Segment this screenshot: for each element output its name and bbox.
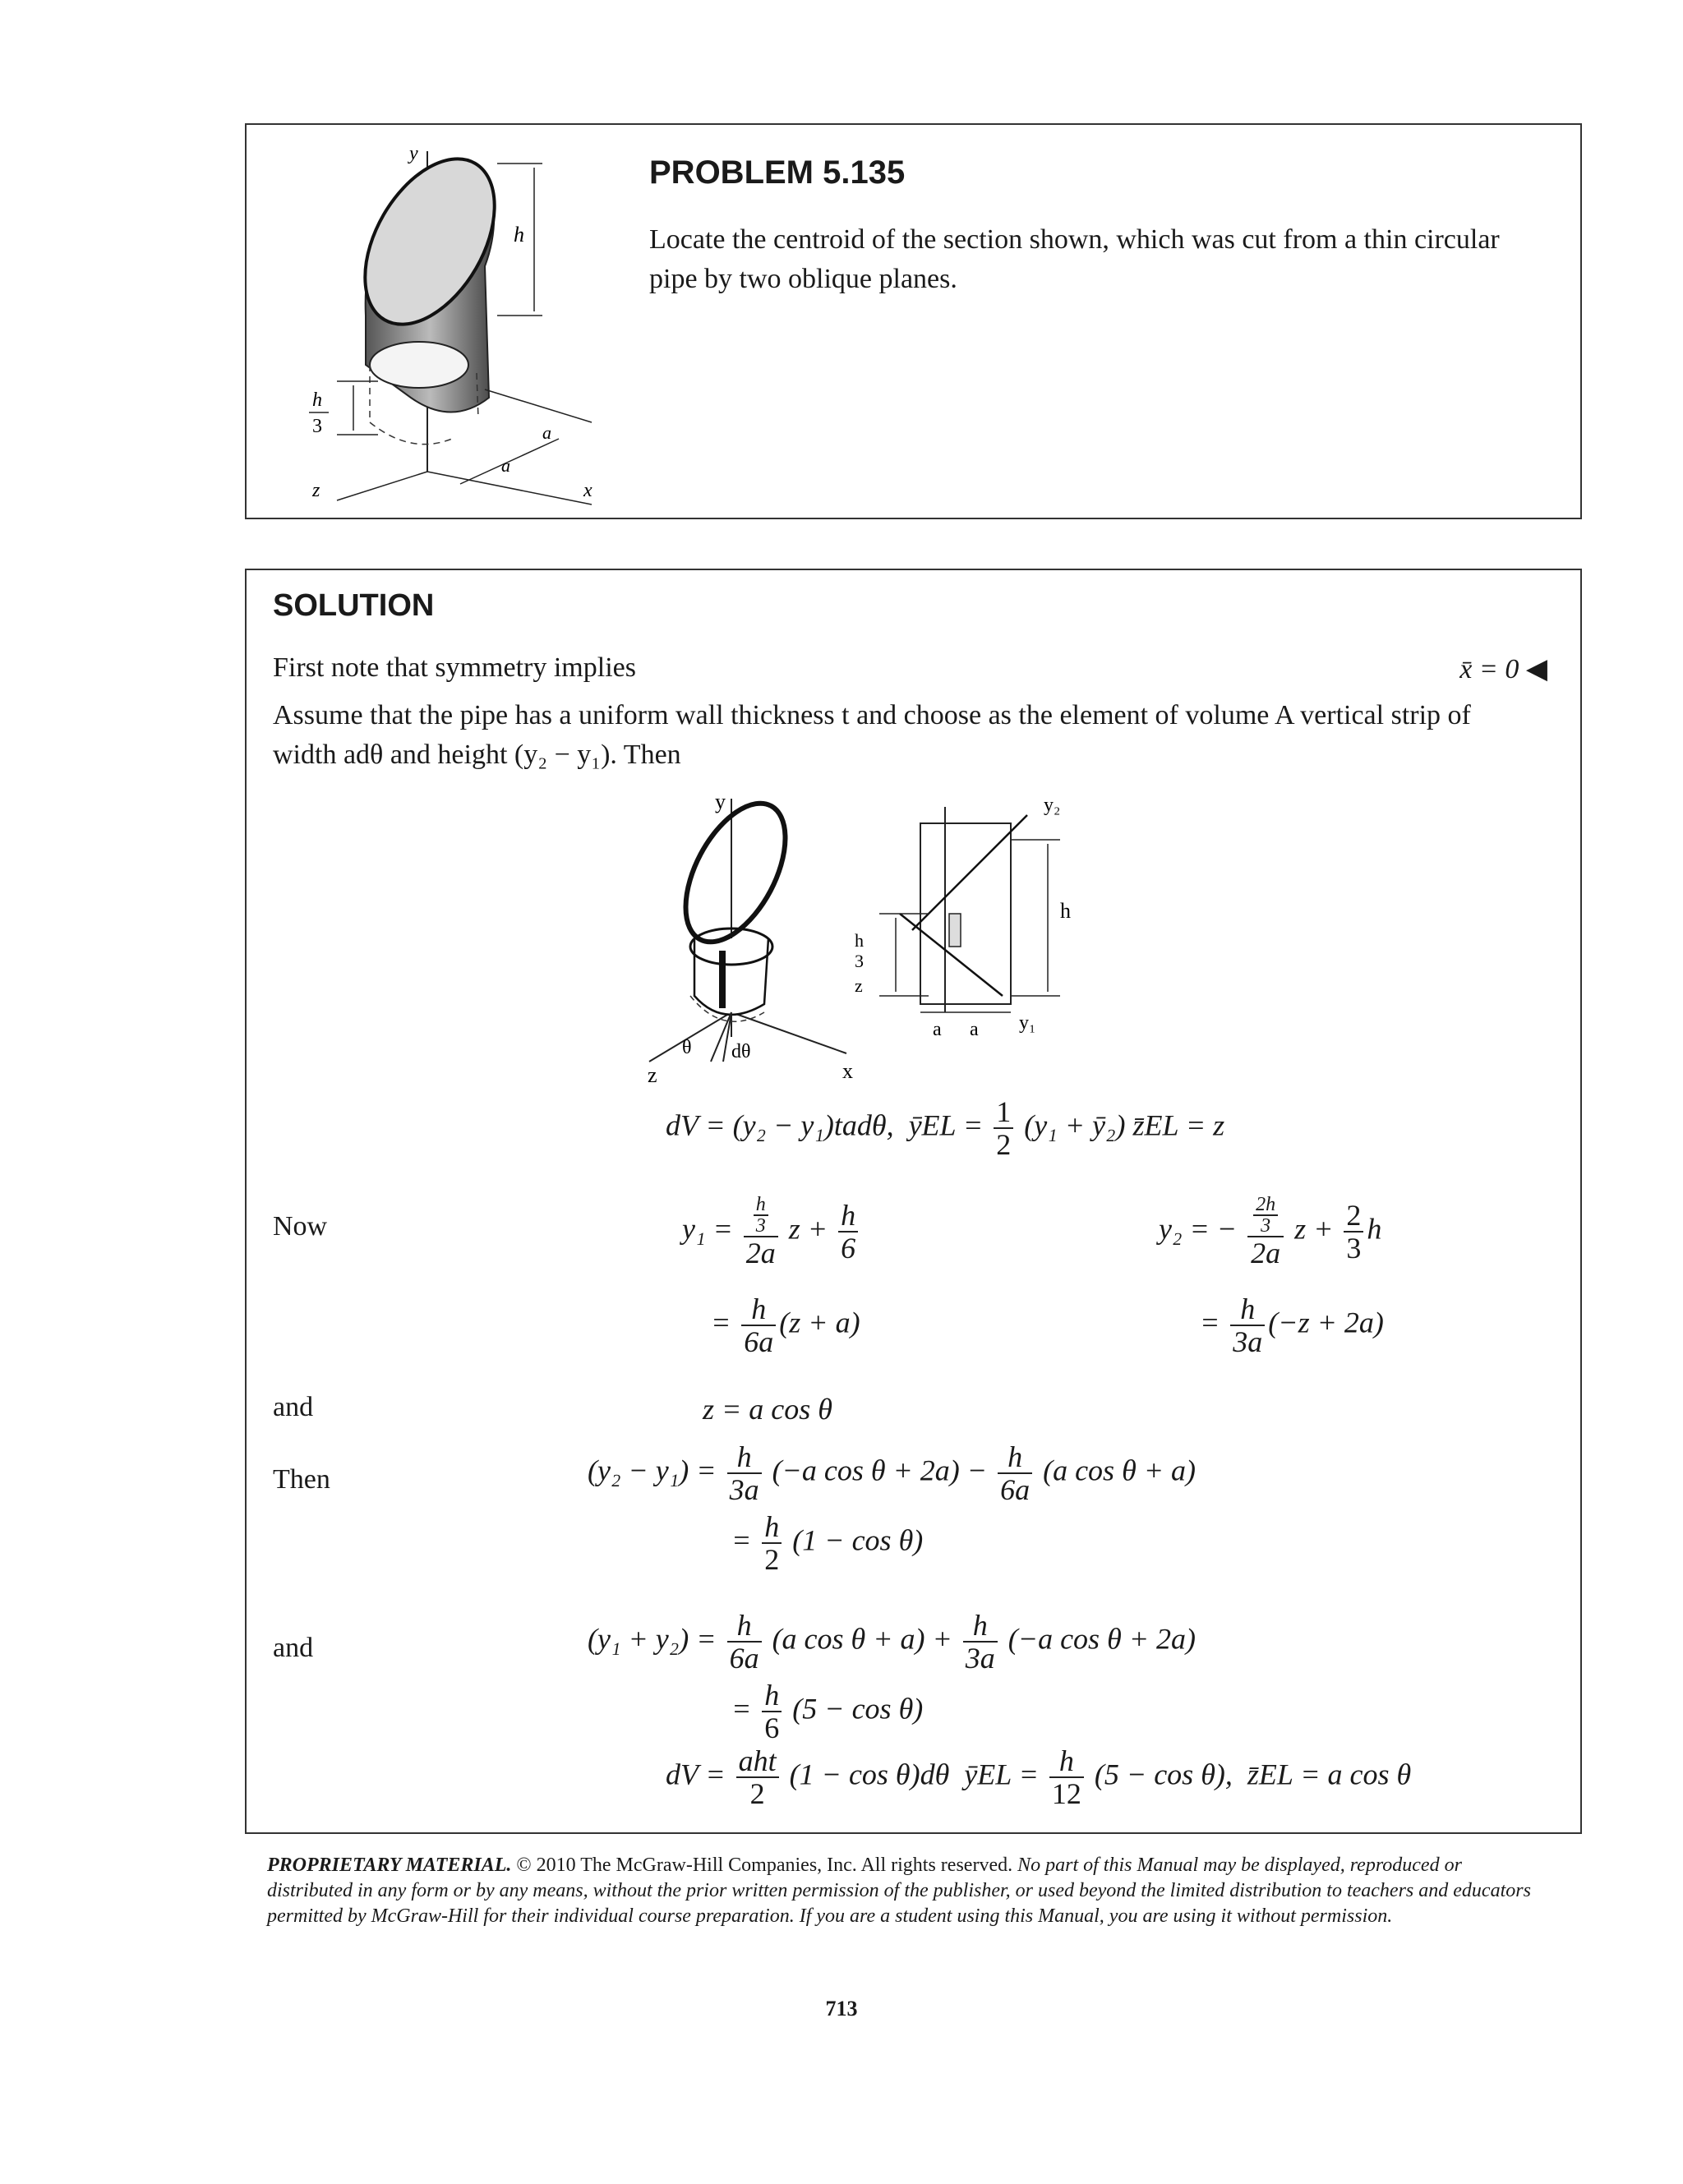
sol-fig-label-z: z (648, 1063, 657, 1086)
equation-y1: y₁ = $\frac{\frac{h}{3}}{2a}$ z + $\frac{h}{6}$ (682, 1195, 861, 1269)
frac-one-half: $\frac{1}{2}$ (994, 1096, 1013, 1160)
frac-sum-1: $\frac{h}{6a}$ (727, 1610, 762, 1674)
frac-final-1: $\frac{\text{aht}}{2}$ (736, 1745, 779, 1809)
sol-fig-label-y: y (715, 790, 726, 813)
equation-y2-simplified: = $\frac{h}{3a}$ (−z + 2a) (1200, 1292, 1384, 1358)
eq-y1-b: = (711, 1306, 739, 1339)
fig-label-y: y (409, 143, 418, 164)
sol-fig-label-x: x (842, 1059, 853, 1083)
eq-final-lhs: dV = (666, 1758, 726, 1791)
fig-label-h: h (514, 223, 524, 247)
solution-line-1: First note that symmetry implies (273, 652, 636, 683)
eq-diff-t2: (a cos θ + a) (1043, 1454, 1197, 1487)
eq-final-t2: (5 − cos θ), (1094, 1758, 1233, 1791)
eq-sum-lhs: (y₁ + y₂) = (588, 1622, 717, 1656)
footer-copyright: © 2010 The McGraw-Hill Companies, Inc. All rights reserved. (516, 1855, 1013, 1876)
frac-diff-1: $\frac{h}{3a}$ (727, 1441, 762, 1505)
sol-fig-label-h3-den: 3 (855, 951, 864, 971)
eq-yel-lhs: ȳEL = (908, 1108, 984, 1142)
eq-diff-res: (1 − cos θ) (792, 1523, 924, 1557)
frac-diff-3: $\frac{h}{2}$ (762, 1511, 782, 1575)
sol-fig-label-h: h (1060, 899, 1071, 923)
fig-label-x: x (583, 480, 593, 501)
page-number: 713 (825, 1997, 858, 2020)
sol-fig-label-h3-num: h (855, 930, 864, 951)
footer-label: PROPRIETARY MATERIAL. (267, 1855, 512, 1876)
equation-sum-result: = $\frac{h}{6}$ (5 − cos θ) (731, 1679, 924, 1744)
symmetry-result-value: x̄ = 0 (1459, 654, 1519, 684)
equation-sum (588, 1610, 1196, 1674)
problem-text: Locate the centroid of the section shown, which was cut from a thin circular pipe by two oblique planes. (649, 224, 1500, 294)
footer-notice: No part of this Manual may be displayed, reproduced or distributed in any form or by any means, without the prior written permission of the publisher, or used beyond the limited distribution to teachers and educators permitted by McGraw-Hill for their individual course preparation. If you are a student using this Manual, you are using it without permission. (267, 1855, 1531, 1927)
frac-final-2: $\frac{h}{12}$ (1049, 1745, 1084, 1809)
equation-difference (588, 1441, 1196, 1505)
sol-fig-label-y1: y₁ (1019, 1012, 1036, 1034)
frac-sum-3: $\frac{h}{6}$ (762, 1679, 782, 1744)
problem-figure (288, 127, 633, 513)
eq-final-zel: z̄EL = a cos θ (1247, 1758, 1412, 1791)
equation-y2: y₂ = − $\frac{\frac{2h}{3}}{2a}$ z + $\frac{2}{3}$ h (1159, 1194, 1382, 1269)
eq-y1-a: y₁ = (682, 1212, 733, 1246)
frac-2-over-3: $\frac{2}{3}$ (1344, 1200, 1363, 1264)
frac-h-over-3a: $\frac{h}{3a}$ (1230, 1293, 1265, 1357)
eq-y2-a: y₂ = − (1159, 1212, 1238, 1246)
equation-difference-result: = $\frac{h}{2}$ (1 − cos θ) (731, 1510, 924, 1576)
equation-dV-def (666, 1096, 1224, 1160)
label-now: Now (273, 1211, 328, 1242)
frac-h-over-6: $\frac{h}{6}$ (838, 1200, 858, 1264)
eq-sum-t1: (a cos θ + a) + (772, 1622, 952, 1656)
eq-sum-t2: (−a cos θ + 2a) (1007, 1622, 1197, 1656)
eq-diff-t1: (−a cos θ + 2a) − (772, 1454, 988, 1487)
fig-label-a2: a (501, 455, 510, 476)
frac-h-over-6a: $\frac{h}{6a}$ (741, 1293, 776, 1357)
sol-fig-label-a2: a (970, 1019, 979, 1040)
solution-box (245, 569, 1582, 1834)
label-then: Then (273, 1464, 330, 1495)
solution-title: SOLUTION (273, 588, 435, 623)
sol-fig-label-theta: θ (682, 1037, 692, 1058)
eq-diff-lhs: (y₂ − y₁) = (588, 1454, 717, 1487)
fig-label-a1: a (542, 422, 551, 443)
solution-line-2: Assume that the pipe has a uniform wall thickness t and choose as the element of volume A vertical strip of (273, 700, 1471, 730)
equation-z: z = a cos θ (703, 1393, 832, 1426)
fig-label-z: z (312, 480, 320, 501)
sol-fig-label-zl: z (855, 975, 863, 996)
label-and-1: and (273, 1392, 314, 1422)
frac-2h3-over-2a: $\frac{\frac{2h}{3}}{2a}$ (1247, 1195, 1284, 1269)
equation-final (666, 1745, 1411, 1809)
fig-label-h3-den: 3 (312, 416, 322, 437)
fig-label-h3-num: h (312, 389, 322, 411)
solution-line-3: width adθ and height (y₂ − y₁). Then (273, 740, 681, 770)
eq-final-t1: (1 − cos θ)dθ (789, 1758, 950, 1791)
copyright-footer (267, 1853, 1549, 1929)
frac-h3-over-2a: $\frac{\frac{h}{3}}{2a}$ (744, 1195, 778, 1269)
frac-sum-2: $\frac{h}{3a}$ (963, 1610, 998, 1674)
eq-yel-rhs: (y₁ + ȳ₂) z̄EL = z (1024, 1108, 1225, 1142)
problem-box (245, 123, 1582, 519)
solution-figure (633, 790, 1224, 1086)
eq-sum-res: (5 − cos θ) (792, 1692, 924, 1726)
symmetry-result (1459, 652, 1547, 685)
equation-y1-simplified: = $\frac{h}{6a}$ (z + a) (711, 1292, 860, 1358)
sol-fig-label-dtheta: dθ (731, 1041, 751, 1062)
result-arrow-icon: ◀ (1525, 654, 1547, 684)
label-and-2: and (273, 1633, 314, 1663)
eq-dV: dV = (y₂ − y₁)tadθ, (666, 1108, 894, 1142)
problem-title: PROBLEM 5.135 (649, 154, 906, 191)
sol-fig-label-a1: a (933, 1019, 942, 1040)
eq-y2-b: = (1200, 1306, 1228, 1339)
sol-fig-label-y2: y₂ (1044, 795, 1061, 816)
frac-diff-2: $\frac{h}{6a}$ (998, 1441, 1032, 1505)
eq-final-yel: ȳEL = (964, 1758, 1039, 1791)
